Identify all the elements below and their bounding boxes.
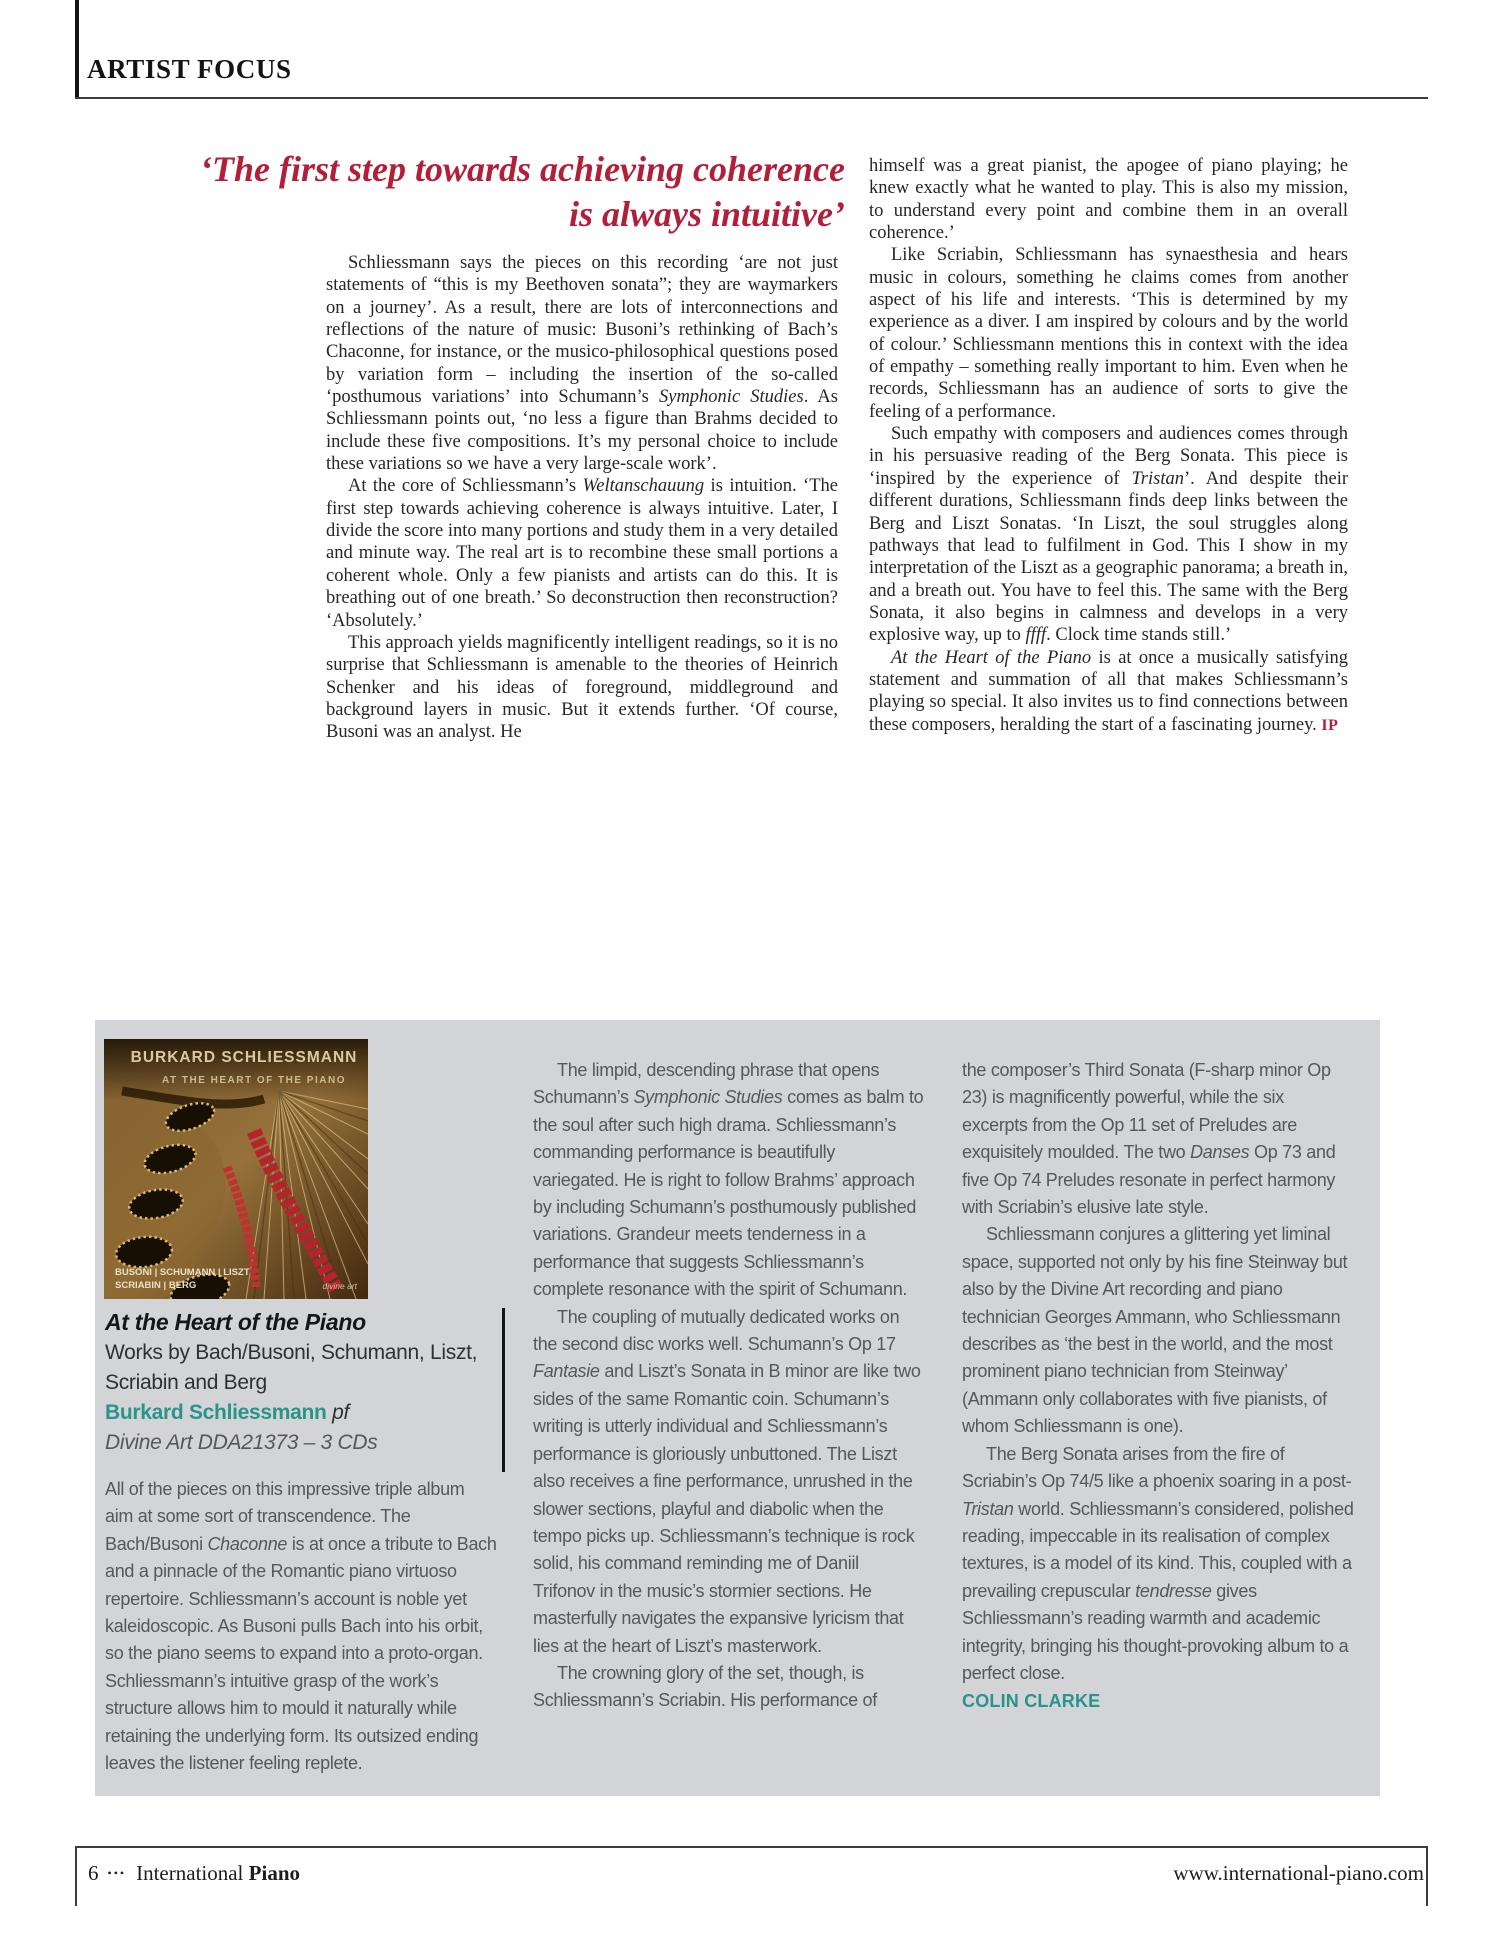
album-title: At the Heart of the Piano xyxy=(105,1309,366,1335)
album-artist: Burkard Schliessmann xyxy=(105,1401,327,1424)
review-box xyxy=(95,1020,1380,1796)
footer-dots-icon: ••• xyxy=(107,1866,127,1880)
paragraph: Schliessmann conjures a glittering yet liminal space, supported not only by his fine Steinway but also by the Divine Art recording and piano technician Georges Ammann, who Schliessmann describes as ‘the best in the world, and the most prominent piano technician from Steinway’ (Ammann only collaborates with five pianists, of whom Schliessmann is one). xyxy=(962,1224,1348,1437)
pull-quote-line-1: ‘The first step towards achieving coherence xyxy=(200,149,845,189)
album-catalogue: Divine Art DDA21373 – 3 CDs xyxy=(105,1431,378,1454)
footer-website: www.international-piano.com xyxy=(1173,1861,1424,1885)
paragraph: This approach yields magnificently intelligent readings, so it is no surprise that Schliessmann is amenable to the theories of Heinrich Schenker and his ideas of foreground, middleground and background layers in music. But it extends further. ‘Of course, Busoni was an analyst. He xyxy=(326,632,838,743)
paragraph: All of the pieces on this impressive triple album aim at some sort of transcendence. The Bach/Busoni Chaconne is at once a tribute to Bach and a pinnacle of the Romantic piano virtuoso repertoire. Schliessmann’s account is noble yet kaleidoscopic. As Busoni pulls Bach into his orbit, so the piano seems to expand into a proto-organ. Schliessmann’s intuitive grasp of the work’s structure allows him to mould it naturally while retaining the underlying form. Its outsized ending leaves the listener feeling replete. xyxy=(105,1479,497,1774)
album-cover xyxy=(104,1039,368,1299)
cover-label-logo: divine art xyxy=(322,1281,357,1291)
pull-quote xyxy=(100,147,845,237)
header-rule xyxy=(75,97,1428,99)
footer-left xyxy=(88,1861,300,1886)
review-column-2 xyxy=(533,1057,925,1715)
footer-right-tick xyxy=(1426,1846,1428,1906)
album-info xyxy=(105,1307,493,1458)
top-left-margin-rule xyxy=(75,0,79,99)
review-column-3-text xyxy=(962,1057,1354,1687)
magazine-name-bold: Piano xyxy=(248,1861,300,1885)
album-artist-role: pf xyxy=(332,1401,350,1424)
paragraph: The Berg Sonata arises from the fire of Scriabin’s Op 74/5 like a phoenix soaring in a post-Tristan world. Schliessmann’s considered, polished reading, impeccable in its realisation of complex textures, is a model of its kind. This, coupled with a prevailing crepuscular tendresse gives Schliessmann’s reading warmth and academic integrity, bringing his thought-provoking album to a perfect close. xyxy=(962,1443,1354,1683)
article-column-left xyxy=(326,252,838,744)
section-label: ARTIST FOCUS xyxy=(87,54,292,84)
paragraph: the composer’s Third Sonata (F-sharp minor Op 23) is magnificently powerful, while the six excerpts from the Op 11 set of Preludes are exquisitely moulded. The two Danses Op 73 and five Op 74 Preludes resonate in perfect harmony with Scriabin’s elusive late style. xyxy=(962,1060,1336,1218)
album-works-line-1: Works by Bach/Busoni, Schumann, Liszt, xyxy=(105,1341,478,1364)
review-column-3 xyxy=(962,1057,1354,1716)
review-column-1 xyxy=(105,1476,497,1777)
footer-left-tick xyxy=(75,1846,77,1906)
cover-composers-line-2: SCRIABIN | BERG xyxy=(115,1280,197,1291)
cover-artist-name: BURKARD SCHLIESSMANN xyxy=(130,1049,358,1066)
paragraph: The limpid, descending phrase that opens Schumann’s Symphonic Studies comes as balm to the soul after such high drama. Schliessmann’s commanding performance is beautifully variegated. He is right to follow Brahms’ approach by including Schumann’s posthumously published variations. Grandeur meets tenderness in a performance that suggests Schliessmann’s complete resonance with the spirit of Schumann. xyxy=(533,1060,924,1300)
paragraph: At the core of Schliessmann’s Weltanschauung is intuition. ‘The first step towards achieving coherence is always intuitive. Later, I divide the score into many portions and study them in a very detailed and minute way. The real art is to recombine these small portions a coherent whole. Only a few pianists and artists can do this. It is breathing out of one breath.’ So deconstruction then reconstruction? ‘Absolutely.’ xyxy=(326,476,838,631)
paragraph: The crowning glory of the set, though, is Schliessmann’s Scriabin. His performance of xyxy=(533,1662,877,1711)
pull-quote-line-2: is always intuitive’ xyxy=(568,194,845,234)
album-info-rule xyxy=(502,1308,505,1472)
paragraph: The coupling of mutually dedicated works on the second disc works well. Schumann’s Op 17 Fantasie and Liszt’s Sonata in B minor are like two sides of the same Romantic coin. Schumann’s writing is utterly individual and Schliessmann’s performance is gloriously unbuttoned. The Liszt also receives a fine performance, unrushed in the slower sections, playful and diabolic when the tempo picks up. Schliessmann’s technique is rock solid, his command reminding me of Daniil Trifonov in the music’s stormier sections. He masterfully navigates the expansive lyricism that lies at the heart of Liszt’s masterwork. xyxy=(533,1306,921,1656)
paragraph: Such empathy with composers and audiences comes through in his persuasive reading of the Berg Sonata. This piece is ‘inspired by the experience of Tristan’. And despite their different durations, Schliessmann finds deep links between the Berg and Liszt Sonatas. ‘In Liszt, the soul struggles along pathways that lead to fulfilment in God. This I show in my interpretation of the Liszt as a geographic panorama; a breath in, and a breath out. You have to feel this. The same with the Berg Sonata, it also begins in calmness and develops in a very explosive way, up to ffff. Clock time stands still.’ xyxy=(869,424,1348,646)
magazine-name: International xyxy=(136,1861,244,1885)
album-artist-line xyxy=(105,1398,493,1428)
paragraph: At the Heart of the Piano is at once a musically satisfying statement and summation of all that makes Schliessmann’s playing so special. It also invites us to find connections between these composers, heralding the start of a fascinating journey. IP xyxy=(869,647,1348,735)
paragraph: himself was a great pianist, the apogee of piano playing; he knew exactly what he wanted to play. This is also my mission, to understand every point and combine them in an overall coherence.’ xyxy=(869,156,1348,244)
cover-composers-line-1: BUSONI | SCHUMANN | LISZT xyxy=(115,1267,250,1278)
footer-rule xyxy=(75,1846,1428,1848)
album-cover-art xyxy=(104,1039,368,1299)
paragraph: Like Scriabin, Schliessmann has synaesthesia and hears music in colours, something he claims comes from another aspect of his life and interests. ‘This is determined by my experience as a diver. I am inspired by colours and by the world of colour.’ Schliessmann mentions this in context with the idea of empathy – something really important to him. Even when he records, Schliessmann has an audience of sorts to give the feeling of a performance. xyxy=(869,245,1348,422)
article-column-right xyxy=(869,155,1348,737)
cover-album-title: AT THE HEART OF THE PIANO xyxy=(162,1075,346,1086)
page-number: 6 xyxy=(88,1861,99,1885)
reviewer-byline: COLIN CLARKE xyxy=(962,1691,1101,1712)
paragraph: Schliessmann says the pieces on this recording ‘are not just statements of “this is my Beethoven sonata”; they are waymarkers on a journey’. As a result, there are lots of interconnections and reflections of the nature of music: Busoni’s rethinking of Bach’s Chaconne, for instance, or the musico-philosophical questions posed by variation form – including the insertion of the so-called ‘posthumous variations’ into Schumann’s Symphonic Studies. As Schliessmann points out, ‘no less a figure than Brahms decided to include these five compositions. It’s my personal choice to include these variations so we have a very large-scale work’. xyxy=(326,253,838,475)
album-works-line-2: Scriabin and Berg xyxy=(105,1371,267,1394)
